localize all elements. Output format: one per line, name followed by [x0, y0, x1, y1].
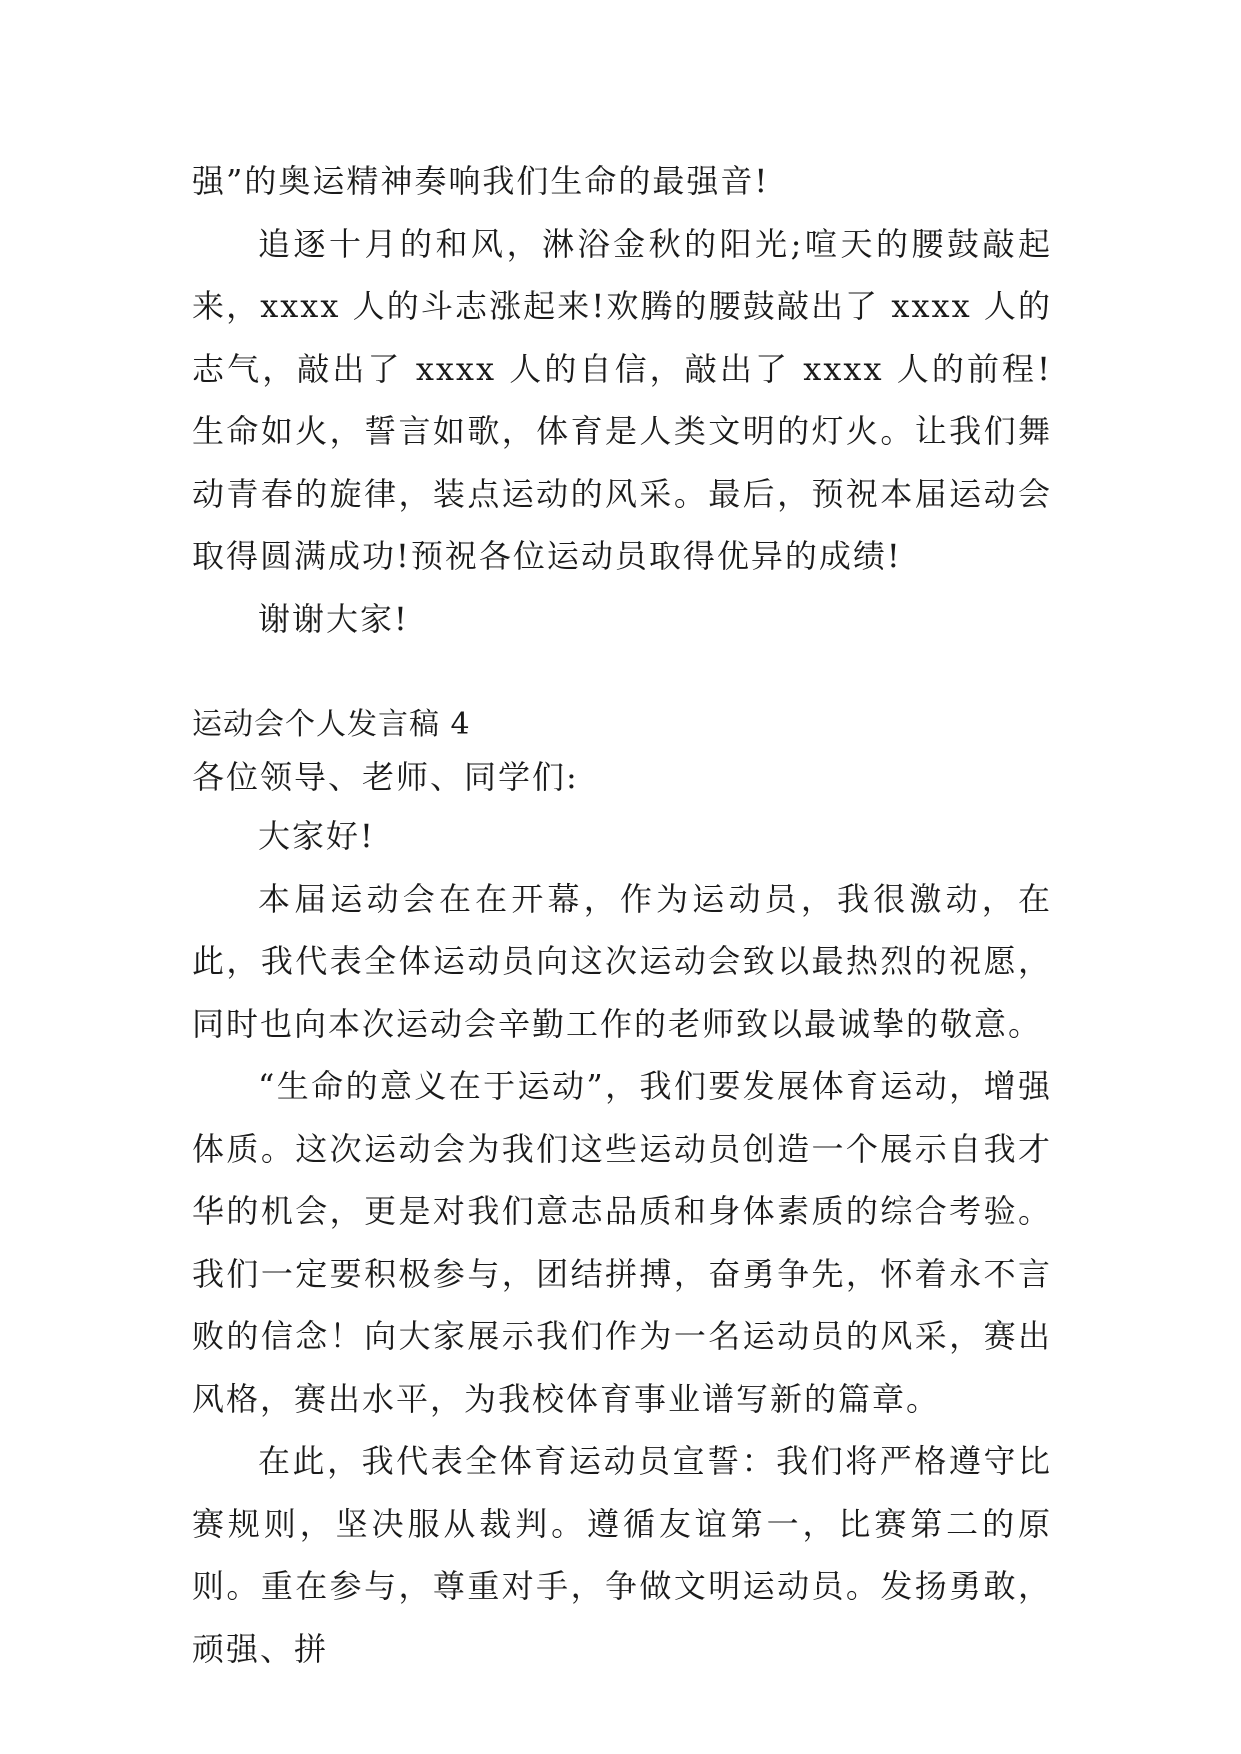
greeting: 大家好!	[258, 817, 375, 855]
paragraph-opening: 本届运动会在在开幕，作为运动员，我很激动，在此，我代表全体运动员向这次运动会致以最热烈的祝愿，同时也向本次运动会辛勤工作的老师致以最诚挚的敬意。	[192, 879, 1052, 1043]
salutation: 各位领导、老师、同学们:	[192, 758, 579, 796]
paragraph-thanks: 谢谢大家!	[258, 599, 409, 638]
paragraph-olympic-spirit-tail: 强”的奥运精神奏响我们生命的最强音!	[192, 162, 770, 200]
paragraph-meaning-of-life: “生命的意义在于运动”，我们要发展体育运动，增强体质。这次运动会为我们这些运动员创造一个展示自我才华的机会，更是对我们意志品质和身体素质的综合考验。我们一定要积极参与，团结拼搏，奋勇争先，怀着永不言败的信念！向大家展示我们作为一名运动员的风采，赛出风格，赛出水平，为我校体育事业谱写新的篇章。	[192, 1067, 1052, 1418]
document-body	[192, 150, 1052, 1680]
paragraph-waist-drum: 追逐十月的和风，淋浴金秋的阳光;喧天的腰鼓敲起来，xxxx 人的斗志涨起来!欢腾的腰鼓敲出了 xxxx 人的志气，敲出了 xxxx 人的自信，敲出了 xxxx 人的前程!生命如火，誓言如歌，体育是人类文明的灯火。让我们舞动青春的旋律，装点运动的风采。最后，预祝本届运动会取得圆满成功!预祝各位运动员取得优异的成绩!	[192, 224, 1052, 575]
section-spacer	[192, 650, 1052, 700]
paragraph-oath: 在此，我代表全体育运动员宣誓：我们将严格遵守比赛规则，坚决服从裁判。遵循友谊第一，比赛第二的原则。重在参与，尊重对手，争做文明运动员。发扬勇敢，顽强、拼	[192, 1442, 1052, 1668]
section-heading: 运动会个人发言稿 4	[192, 707, 471, 742]
